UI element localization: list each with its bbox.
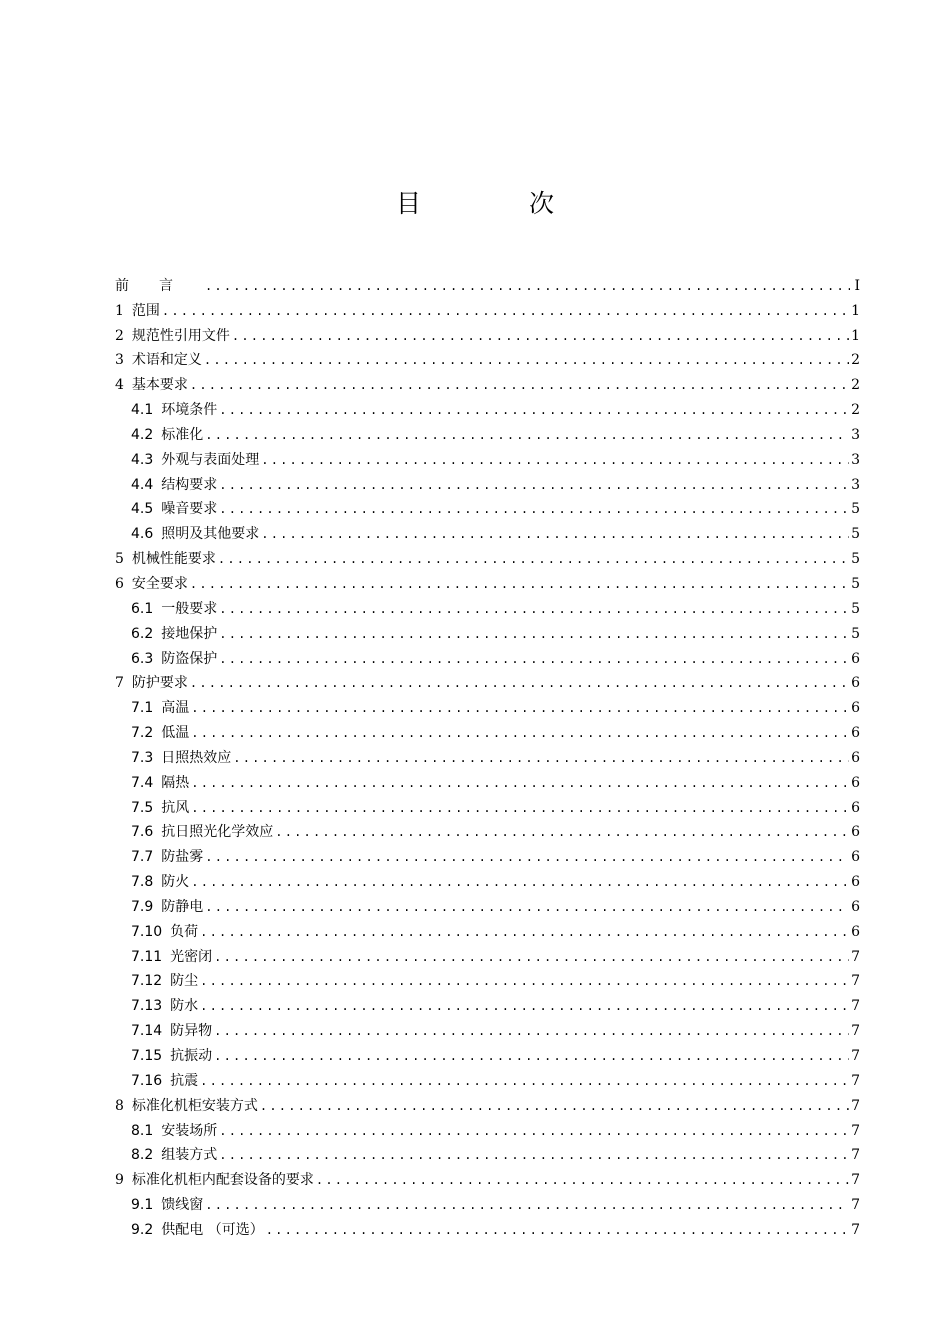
toc-entry-number: 6 <box>115 575 124 592</box>
toc-entry-page: 2 <box>851 352 860 369</box>
toc-entry[interactable] <box>115 619 860 644</box>
toc-entry-label: 外观与表面处理 <box>161 451 260 468</box>
toc-entry[interactable] <box>115 1016 860 1041</box>
toc-entry-page: 2 <box>851 377 860 394</box>
toc-entry[interactable] <box>115 917 860 942</box>
toc-entry-page: 7 <box>851 1097 860 1114</box>
toc-entry-label: 防护要求 <box>131 675 188 692</box>
toc-entry-number: 9.1 <box>131 1197 154 1214</box>
toc-entry[interactable] <box>115 1041 860 1066</box>
toc-entry-number: 7.15 <box>131 1048 163 1064</box>
toc-entry[interactable] <box>115 470 860 495</box>
toc-entry[interactable] <box>115 942 860 967</box>
toc-dot-leader <box>232 326 849 346</box>
toc-dot-leader <box>191 872 849 892</box>
toc-entry[interactable] <box>115 346 860 371</box>
toc-entry-number: 7.12 <box>131 973 163 990</box>
toc-entry-number: 4.6 <box>131 526 154 543</box>
toc-dot-leader <box>266 1220 849 1240</box>
toc-dot-leader <box>205 425 849 445</box>
toc-entry[interactable] <box>115 569 860 594</box>
toc-entry-page: 6 <box>851 749 860 766</box>
toc-entry-number: 9.2 <box>131 1221 154 1238</box>
toc-entry-page: 3 <box>851 451 860 468</box>
toc-entry-label: 高温 <box>161 700 190 717</box>
toc-dot-leader <box>219 400 849 420</box>
page-title: 目 次 <box>396 189 604 218</box>
toc-entry-page: 7 <box>851 973 860 990</box>
toc-entry-page: 6 <box>851 700 860 717</box>
toc-entry-label: 抗风 <box>161 799 190 816</box>
toc-dot-leader <box>260 1096 849 1116</box>
toc-entry-page: 7 <box>851 1197 860 1214</box>
toc-entry-label: 结构要求 <box>161 476 218 493</box>
toc-entry-number: 7.3 <box>131 749 154 766</box>
toc-dot-leader <box>191 798 849 818</box>
toc-dot-leader <box>205 847 849 867</box>
toc-entry[interactable] <box>115 818 860 843</box>
toc-entry[interactable] <box>115 594 860 619</box>
toc-entry-number: 4.1 <box>131 402 154 419</box>
toc-dot-leader <box>219 1145 849 1165</box>
toc-dot-leader <box>219 475 849 495</box>
toc-entry-page: 5 <box>851 600 860 617</box>
toc-entry-label: 防盗保护 <box>161 650 218 667</box>
toc-entry-page: 6 <box>851 849 860 866</box>
toc-dot-leader <box>200 1071 849 1091</box>
toc-entry-page: 7 <box>851 1122 860 1139</box>
toc-dot-leader <box>233 748 849 768</box>
toc-entry[interactable] <box>115 321 860 346</box>
toc-entry-page: 1 <box>851 327 860 344</box>
toc-entry-page: 5 <box>851 625 860 642</box>
toc-entry-label: 一般要求 <box>161 600 218 617</box>
toc-entry-label: 抗日照光化学效应 <box>161 824 274 841</box>
toc-dot-leader <box>219 649 849 669</box>
toc-dot-leader <box>190 375 849 395</box>
toc-entry[interactable] <box>115 1066 860 1091</box>
toc-dot-leader <box>200 922 849 942</box>
toc-entry-page: 7 <box>851 1172 860 1189</box>
toc-entry-label: 馈线窗 <box>161 1197 204 1214</box>
toc-entry-page: 6 <box>851 725 860 742</box>
toc-dot-leader <box>219 1121 849 1141</box>
toc-entry-label: 接地保护 <box>161 625 218 642</box>
toc-entry-label: 光密闭 <box>170 948 213 965</box>
toc-entry-number: 7 <box>115 675 124 692</box>
toc-entry-label: 隔热 <box>161 774 190 791</box>
toc-entry-page: 7 <box>851 1147 860 1164</box>
toc-entry-page: 7 <box>851 998 860 1015</box>
toc-entry-page: 2 <box>851 402 860 419</box>
toc-entry-label: 照明及其他要求 <box>161 526 260 543</box>
toc-dot-leader <box>261 450 849 470</box>
toc-entry[interactable] <box>115 991 860 1016</box>
toc-entry[interactable] <box>115 395 860 420</box>
toc-entry-label: 标准化机柜安装方式 <box>131 1097 258 1114</box>
toc-dot-leader <box>205 276 850 296</box>
toc-entry-number: 8 <box>115 1097 124 1114</box>
toc-entry-number: 7.13 <box>131 998 163 1015</box>
toc-entry[interactable] <box>115 544 860 569</box>
toc-entry-page: I <box>854 277 860 294</box>
toc-entry-number: 3 <box>115 352 124 369</box>
toc-entry[interactable] <box>115 370 860 395</box>
toc-entry-page: 6 <box>851 650 860 667</box>
toc-dot-leader <box>275 822 849 842</box>
toc-entry-number: 9 <box>115 1172 124 1189</box>
toc-entry-page: 6 <box>851 675 860 692</box>
toc-entry[interactable] <box>115 842 860 867</box>
toc-dot-leader <box>205 897 849 917</box>
toc-entry-label: 日照热效应 <box>161 749 232 766</box>
toc-entry-label: 防火 <box>161 874 190 891</box>
toc-entry-number: 6.3 <box>131 650 154 667</box>
toc-entry-label: 供配电 （可选） <box>161 1221 264 1238</box>
toc-entry-label: 组装方式 <box>161 1147 218 1164</box>
toc-entry-label: 噪音要求 <box>161 501 218 518</box>
toc-dot-leader <box>191 723 849 743</box>
toc-entry-number: 7.14 <box>131 1023 163 1040</box>
toc-entry[interactable] <box>115 296 860 321</box>
toc-entry-number: 7.8 <box>131 874 154 891</box>
toc-entry-page: 7 <box>851 1072 860 1089</box>
toc-entry-label: 机械性能要求 <box>131 551 216 568</box>
toc-entry[interactable] <box>115 271 860 296</box>
toc-dot-leader <box>219 499 849 519</box>
toc-entry-number: 8.2 <box>131 1147 154 1164</box>
toc-dot-leader <box>190 574 849 594</box>
toc-entry[interactable] <box>115 1141 860 1166</box>
toc-entry-page: 7 <box>851 1023 860 1040</box>
toc-entry-page: 6 <box>851 774 860 791</box>
toc-entry-page: 5 <box>851 501 860 518</box>
toc-entry-page: 7 <box>851 948 860 965</box>
toc-entry-page: 6 <box>851 799 860 816</box>
toc-entry-number: 7.10 <box>131 923 163 940</box>
toc-entry-number: 4.3 <box>131 451 154 468</box>
toc-entry-label: 防水 <box>170 998 199 1015</box>
toc-entry-page: 6 <box>851 923 860 940</box>
toc-entry[interactable] <box>115 495 860 520</box>
toc-entry-number: 7.9 <box>131 898 154 915</box>
toc-entry-number: 4.5 <box>131 501 154 518</box>
toc-entry-label: 环境条件 <box>161 402 218 419</box>
toc-entry[interactable] <box>115 892 860 917</box>
toc-entry[interactable] <box>115 867 860 892</box>
toc-entry-label: 范围 <box>131 302 160 319</box>
toc-entry-number: 1 <box>115 302 124 319</box>
toc-entry[interactable] <box>115 693 860 718</box>
toc-dot-leader <box>162 301 849 321</box>
toc-entry-label: 基本要求 <box>131 377 188 394</box>
toc-entry-number: 7.7 <box>131 849 154 866</box>
toc-dot-leader <box>214 1046 849 1066</box>
toc-entry[interactable] <box>115 768 860 793</box>
toc-entry-number: 2 <box>115 327 124 344</box>
toc-entry-label: 负荷 <box>170 923 199 940</box>
toc-dot-leader <box>200 971 849 991</box>
toc-dot-leader <box>204 350 849 370</box>
toc-dot-leader <box>205 1195 849 1215</box>
toc-entry-page: 1 <box>851 302 860 319</box>
toc-entry-number: 7.4 <box>131 774 154 791</box>
toc-entry-label: 防尘 <box>170 973 199 990</box>
toc-entry-page: 6 <box>851 824 860 841</box>
toc-entry[interactable] <box>115 445 860 470</box>
toc-entry[interactable] <box>115 669 860 694</box>
toc-entry-number: 4 <box>115 377 124 394</box>
toc-entry-number: 5 <box>115 551 124 568</box>
toc-entry[interactable] <box>115 1116 860 1141</box>
toc-entry-page: 3 <box>851 426 860 443</box>
toc-entry-number: 7.1 <box>131 700 154 717</box>
toc-entry[interactable] <box>115 1215 860 1240</box>
toc-entry[interactable] <box>115 743 860 768</box>
toc-entry[interactable] <box>115 718 860 743</box>
toc-entry-page: 7 <box>851 1048 860 1064</box>
toc-entry-label: 标准化机柜内配套设备的要求 <box>131 1172 314 1189</box>
toc-dot-leader <box>214 1021 849 1041</box>
toc-entry-label: 术语和定义 <box>131 352 202 369</box>
toc-entry[interactable] <box>115 644 860 669</box>
toc-dot-leader <box>219 624 849 644</box>
toc-entry[interactable] <box>115 1165 860 1190</box>
toc-entry-page: 7 <box>851 1221 860 1238</box>
toc-dot-leader <box>214 947 849 967</box>
toc-entry-page: 3 <box>851 476 860 493</box>
toc-entry[interactable] <box>115 1190 860 1215</box>
toc-entry[interactable] <box>115 967 860 992</box>
toc-dot-leader <box>190 673 849 693</box>
toc-entry[interactable] <box>115 1091 860 1116</box>
toc-entry-number: 7.5 <box>131 799 154 816</box>
toc-entry-label: 防静电 <box>161 898 204 915</box>
toc-entry-label: 低温 <box>161 725 190 742</box>
toc-entry-page: 5 <box>851 526 860 543</box>
toc-entry-page: 6 <box>851 874 860 891</box>
toc-dot-leader <box>218 549 849 569</box>
toc-entry-number: 7.16 <box>131 1072 163 1089</box>
toc-dot-leader <box>191 698 849 718</box>
toc-dot-leader <box>191 773 849 793</box>
toc-entry-label: 安全要求 <box>131 575 188 592</box>
toc-entry-number: 7.11 <box>131 948 163 965</box>
toc-entry-label: 防盐雾 <box>161 849 204 866</box>
toc-entry-number: 8.1 <box>131 1122 154 1139</box>
toc-entry-label: 防异物 <box>170 1023 213 1040</box>
toc-entry-number: 6.2 <box>131 625 154 642</box>
toc-entry-number: 4.2 <box>131 426 154 443</box>
toc-entry-number: 7.6 <box>131 824 154 841</box>
toc-dot-leader <box>316 1170 849 1190</box>
toc-entry-page: 5 <box>851 575 860 592</box>
toc-entry-number: 6.1 <box>131 600 154 617</box>
toc-dot-leader <box>200 996 849 1016</box>
toc-entry-label: 安装场所 <box>161 1122 218 1139</box>
toc-entry[interactable] <box>115 793 860 818</box>
table-of-contents <box>115 271 860 1240</box>
toc-entry[interactable] <box>115 420 860 445</box>
toc-entry-label: 抗振动 <box>170 1048 213 1064</box>
toc-entry-label: 规范性引用文件 <box>131 327 230 344</box>
toc-entry-page: 6 <box>851 898 860 915</box>
toc-entry-label: 前言 <box>115 277 203 294</box>
toc-entry-label: 标准化 <box>161 426 204 443</box>
toc-entry-label: 抗震 <box>170 1072 199 1089</box>
toc-entry-number: 7.2 <box>131 725 154 742</box>
toc-dot-leader <box>219 599 849 619</box>
toc-entry[interactable] <box>115 519 860 544</box>
toc-entry-number: 4.4 <box>131 476 154 493</box>
toc-dot-leader <box>261 524 849 544</box>
toc-entry-page: 5 <box>851 551 860 568</box>
